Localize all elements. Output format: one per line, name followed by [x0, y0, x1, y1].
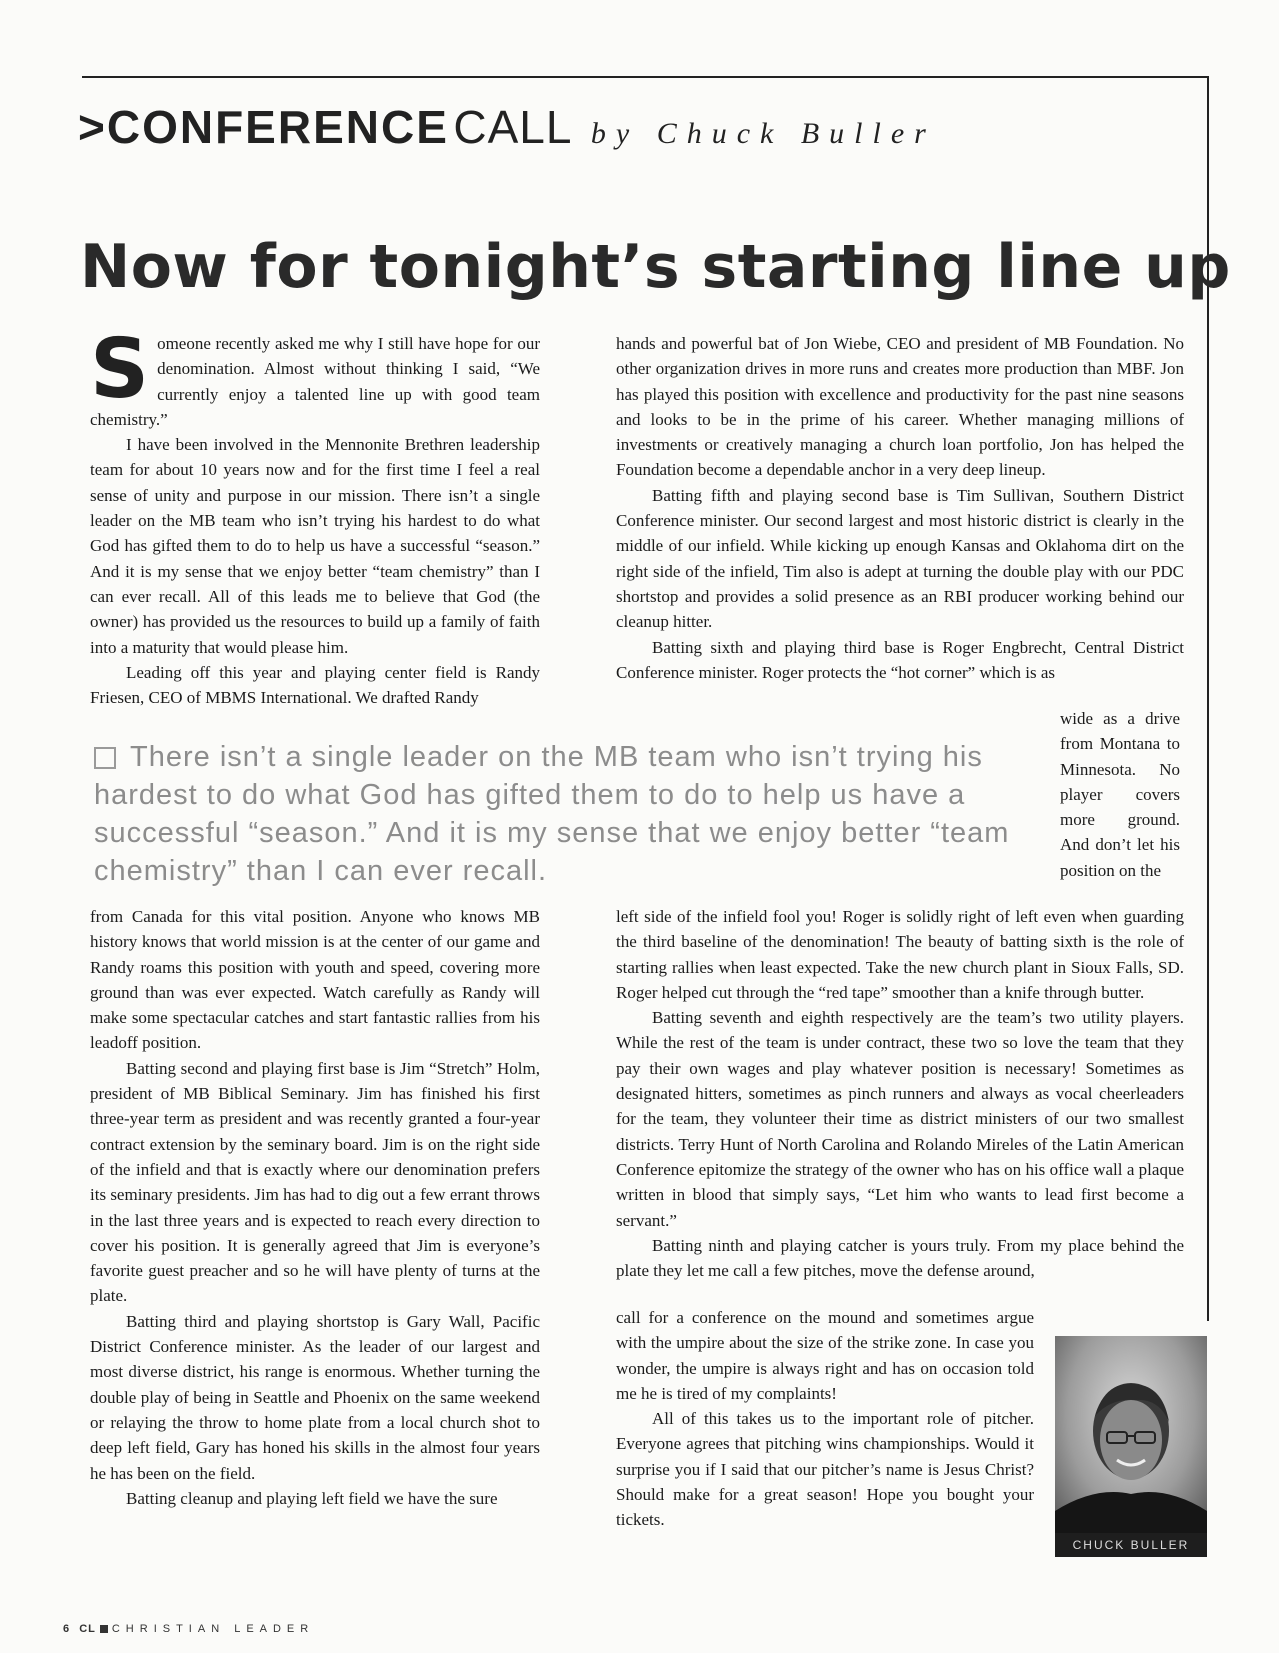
- paragraph: Leading off this year and playing center field is Randy Friesen, CEO of MBMS International. We drafted Randy: [90, 662, 540, 708]
- photo-caption: CHUCK BULLER: [1055, 1533, 1207, 1557]
- author-photo: [1055, 1336, 1207, 1557]
- paragraph: Batting cleanup and playing left field we have the sure: [126, 1488, 498, 1508]
- paragraph: from Canada for this vital position. Anyone who knows MB history knows that world mission is at the center of our game and Randy roams this position with youth and speed, covering more ground than was ever expected. Watch carefully as Randy will make some spectacular catches and start fantastic rallies from his leadoff position.: [90, 907, 540, 1053]
- column-4: [616, 904, 1184, 1283]
- square-icon: [100, 1625, 108, 1633]
- paragraph: Batting seventh and eighth respectively are the team’s two utility players. While the rest of the team is under contract, these two so love the team that they pay their own wages and play whatever position is necessary! Sometimes as designated hitters, sometimes as pinch runners and always as vocal cheerleaders for the team, they volunteer their time as district ministers of our two smallest districts. Terry Hunt of North Carolina and Rolando Mireles of the Latin American Conference epitomize the strategy of the owner who has on his office wall a plaque written in blood that simply says, “Let him who wants to lead first become a servant.”: [616, 1008, 1184, 1230]
- drop-cap: S: [90, 322, 150, 417]
- kicker-light: CALL: [453, 101, 573, 153]
- page-footer: [63, 1623, 314, 1635]
- column-1: [90, 322, 540, 710]
- square-bullet-icon: [94, 747, 116, 769]
- paragraph: Batting third and playing shortstop is Gary Wall, Pacific District Conference minister. As the leader of our largest and most diverse district, his range is enormous. Whether turning the double play of being in Seattle and Phoenix on the same weekend or relaying the throw to home plate from a local church shot to deep left field, Gary has honed his skills in the almost four years he has been on the field.: [90, 1311, 540, 1483]
- pull-quote: [94, 738, 1030, 890]
- paragraph: call for a conference on the mound and sometimes argue with the umpire about the size of the strike zone. In case you wonder, the umpire is always right and has on occasion told me he is tired of my complaints!: [616, 1308, 1034, 1403]
- publication-name: CHRISTIAN LEADER: [111, 1623, 315, 1635]
- column-2-wrap-text: wide as a drive from Montana to Minnesota. No player covers more ground. And don’t let his position on the: [1060, 709, 1180, 880]
- paragraph: All of this takes us to the important role of pitcher. Everyone agrees that pitching wins championships. Would it surprise you if I said that our pitcher’s name is Jesus Christ? Should make for a great season! Hope you bought your tickets.: [616, 1409, 1034, 1530]
- column-2: [616, 331, 1184, 685]
- column-kicker: [78, 100, 936, 154]
- paragraph: hands and powerful bat of Jon Wiebe, CEO and president of MB Foundation. No other organization drives in more runs and creates more production than MBF. Jon has played this position with excellence and productivity for the past nine seasons and looks to be in the prime of his career. Whether managing millions of investments or creatively managing a church loan portfolio, Jon has helped the Foundation become a dependable anchor in a very deep lineup.: [616, 334, 1184, 480]
- portrait-image: [1055, 1336, 1207, 1557]
- paragraph: omeone recently asked me why I still have hope for our denomination. Almost without thinking I said, “We currently enjoy a talented line up with good team chemistry.”: [90, 334, 540, 429]
- byline: by Chuck Buller: [590, 117, 936, 150]
- paragraph: I have been involved in the Mennonite Brethren leadership team for about 10 years now and for the first time I feel a real sense of unity and purpose in our mission. There isn’t a single leader on the MB team who isn’t trying his hardest to do what God has gifted them to do to help us have a successful “season.” And it is my sense that we enjoy better “team chemistry” than I can ever recall. All of this leads me to believe that God (the owner) has provided us the resources to build up a family of faith into a maturity that would please him.: [90, 435, 540, 657]
- paragraph: Batting ninth and playing catcher is yours truly. From my place behind the plate they let me call a few pitches, move the defense around,: [616, 1235, 1184, 1281]
- page-number: 6: [63, 1623, 71, 1635]
- paragraph: Batting fifth and playing second base is Tim Sullivan, Southern District Conference minister. Our second largest and most historic district is clearly in the middle of our infield. While kicking up enough Kansas and Oklahoma dirt on the right side of the infield, Tim also is adept at turning the double play with our PDC shortstop and provides a solid presence as an RBI producer working behind our cleanup hitter.: [616, 485, 1184, 632]
- pull-quote-text: There isn’t a single leader on the MB team who isn’t trying his hardest to do what God has gifted them to do to help us have a successful “season.” And it is my sense that we enjoy better “team chemistry” than I can ever recall.: [94, 741, 1010, 887]
- column-3: [90, 904, 540, 1511]
- column-4-wrap-text: [616, 1305, 1034, 1533]
- paragraph: Batting sixth and playing third base is Roger Engbrecht, Central District Conference minister. Roger protects the “hot corner” which is as: [616, 637, 1184, 682]
- headline: Now for tonight’s starting line up: [80, 232, 1231, 302]
- publication-abbr: CL: [79, 1623, 96, 1635]
- paragraph: left side of the infield fool you! Roger is solidly right of left even when guarding the third baseline of the denomination! The beauty of batting sixth is the role of starting rallies when least expected. Take the new church plant in Sioux Falls, SD. Roger helped cut through the “red tape” smoother than a knife through butter.: [616, 907, 1184, 1002]
- top-rule: [82, 76, 1208, 78]
- paragraph: Batting second and playing first base is Jim “Stretch” Holm, president of MB Biblical Seminary. Jim has finished his first three-year term as president and was recently granted a four-year contract extension by the seminary board. Jim is on the right side of the infield and that is exactly where our denomination prefers its seminary presidents. Jim has had to dig out a few errant throws in the last three years and is expected to reach every direction to cover his position. It is generally agreed that Jim is everyone’s favorite guest preacher and so he will have plenty of turns at the plate.: [90, 1058, 540, 1306]
- kicker-bold: >CONFERENCE: [78, 101, 449, 153]
